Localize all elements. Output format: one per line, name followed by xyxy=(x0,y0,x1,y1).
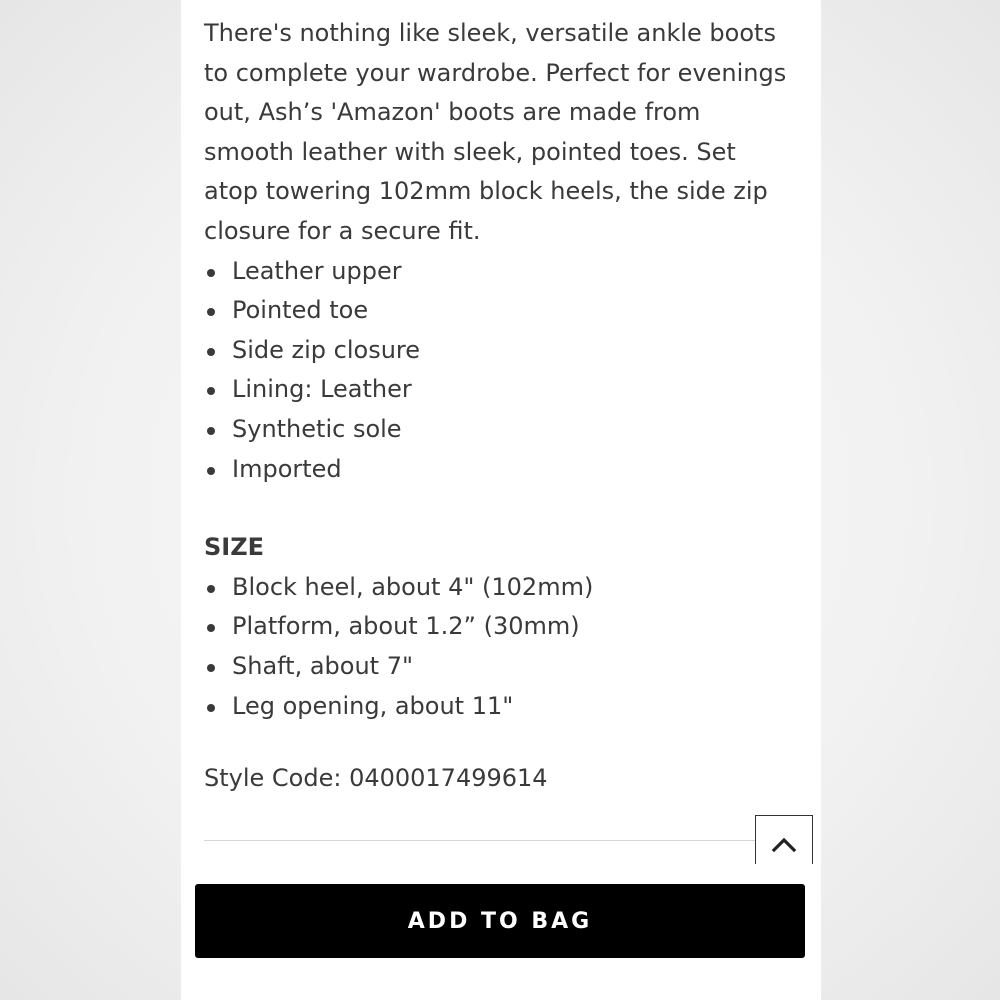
feature-item: Imported xyxy=(204,450,794,490)
size-item: Shaft, about 7" xyxy=(204,647,794,687)
product-details-page xyxy=(181,0,821,1000)
size-item: Leg opening, about 11" xyxy=(204,687,794,727)
feature-list xyxy=(204,252,794,490)
size-list xyxy=(204,568,794,726)
size-item: Platform, about 1.2” (30mm) xyxy=(204,607,794,647)
product-details-content xyxy=(204,14,794,799)
feature-item: Synthetic sole xyxy=(204,410,794,450)
feature-item: Pointed toe xyxy=(204,291,794,331)
size-heading: SIZE xyxy=(204,533,265,562)
add-to-bag-bar xyxy=(181,864,821,1000)
feature-item: Side zip closure xyxy=(204,331,794,371)
feature-item: Lining: Leather xyxy=(204,370,794,410)
add-to-bag-button[interactable]: ADD TO BAG xyxy=(195,884,805,958)
chevron-up-icon xyxy=(771,835,797,853)
style-code: Style Code: 0400017499614 xyxy=(204,764,548,793)
feature-item: Leather upper xyxy=(204,252,794,292)
size-item: Block heel, about 4" (102mm) xyxy=(204,568,794,608)
section-divider xyxy=(204,840,760,841)
product-description: There's nothing like sleek, versatile ankle boots to complete your wardrobe. Perfect for evenings out, Ash’s 'Amazon' boots are made from smooth leather with sleek, pointed toes. Set atop towering 102mm block heels, the side zip closure for a secure fit. xyxy=(204,19,787,245)
